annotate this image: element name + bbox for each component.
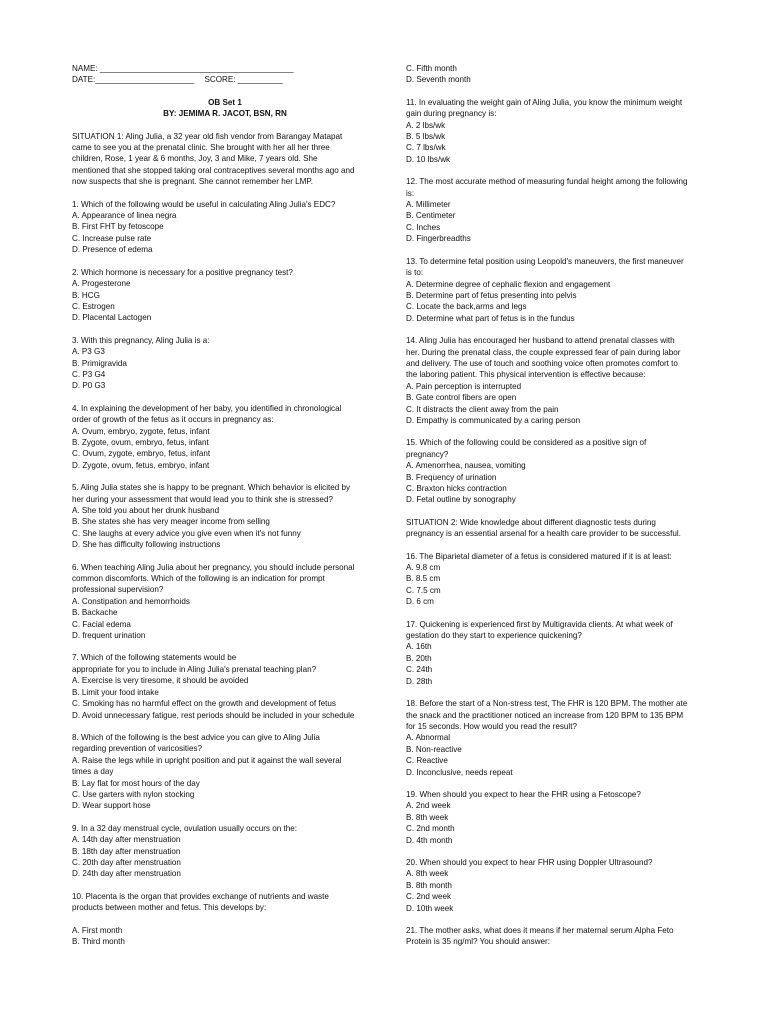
- answer-option: D. Seventh month: [406, 75, 471, 85]
- answer-option: C. 24th: [406, 665, 433, 675]
- answer-option: A. 2nd week: [406, 801, 451, 811]
- question-text: 8. Which of the following is the best advice you can give to Aling Julia: [72, 732, 320, 742]
- question-text: 5. Aling Julia states she is happy to be pregnant. Which behavior is elicited by: [72, 483, 351, 493]
- answer-option: A. She told you about her drunk husband: [72, 506, 220, 515]
- answer-option: A. Millimeter: [406, 200, 451, 210]
- question-text: Protein is 35 ng/ml? You should answer:: [406, 937, 550, 947]
- answer-option: B. Centimeter: [406, 211, 456, 221]
- situation-block: [406, 517, 696, 540]
- answer-option: C. Smoking has no harmful effect on the growth and development of fetus: [72, 699, 336, 709]
- answer-option: A. Constipation and hemorrhoids: [72, 596, 190, 606]
- answer-option: B. 20th: [406, 653, 432, 663]
- answer-option: D. 10 lbs/wk: [406, 154, 451, 164]
- question-text: regarding prevention of varicosities?: [72, 744, 203, 754]
- question-text: 7. Which of the following statements would be: [72, 653, 237, 663]
- answer-option: C. 20th day after menstruation: [72, 857, 181, 867]
- answer-option: C. 2nd week: [406, 892, 451, 902]
- question-block: [406, 437, 696, 505]
- answer-option: D. Fingerbreadths: [406, 234, 471, 244]
- exam-title: OB Set 1: [208, 97, 242, 107]
- question-block: [72, 562, 372, 642]
- answer-option: A. First month: [72, 925, 123, 935]
- answer-option: B. 18th day after menstruation: [72, 846, 181, 856]
- answer-option: B. Third month: [72, 937, 125, 946]
- question-block: [72, 335, 372, 392]
- question-block: [406, 789, 696, 846]
- question-continuation: [406, 63, 696, 86]
- answer-option: A. P3 G3: [72, 347, 105, 357]
- answer-option: D. She has difficulty following instructions: [72, 540, 221, 550]
- answer-option: D. Wear support hose: [72, 801, 151, 811]
- question-block: [72, 199, 372, 256]
- answer-option: A. 16th: [406, 642, 432, 652]
- answer-option: C. Increase pulse rate: [72, 233, 152, 243]
- answer-option: B. Lay flat for most hours of the day: [72, 778, 200, 788]
- left-column: [72, 63, 372, 947]
- question-text: 21. The mother asks, what does it means if her maternal serum Alpha Feto: [406, 926, 674, 935]
- question-text: 15. Which of the following could be considered as a positive sign of: [406, 438, 647, 448]
- answer-option: D. Determine what part of fetus is in the fundus: [406, 313, 575, 323]
- situation-text: came to see you at the prenatal clinic. She brought with her all her three: [72, 143, 330, 153]
- answer-option: times a day: [72, 767, 114, 777]
- situation-text: children, Rose, 1 year & 6 months, Joy, 3 and Mike, 7 years old. She: [72, 154, 318, 164]
- answer-option: A. Progesterone: [72, 279, 131, 289]
- question-text: professional supervision?: [72, 585, 164, 595]
- question-block: [406, 698, 696, 778]
- answer-option: C. Use garters with nylon stocking: [72, 789, 195, 799]
- answer-option: C. Reactive: [406, 756, 448, 766]
- answer-option: B. Non-reactive: [406, 744, 462, 754]
- question-block: [406, 335, 696, 426]
- answer-option: C. 7 lbs/wk: [406, 143, 446, 153]
- question-block: [72, 403, 372, 471]
- situation-text: now suspects that she is pregnant. She cannot remember her LMP.: [72, 177, 313, 187]
- question-text: common discomforts. Which of the following is an indication for prompt: [72, 574, 325, 584]
- answer-option: A. Determine degree of cephalic flexion and engagement: [406, 279, 611, 289]
- question-text: her during your assessment that would lead you to think she is stressed?: [72, 494, 333, 504]
- answer-option: C. She laughs at every advice you give even when it's not funny: [72, 528, 301, 538]
- answer-option: D. Presence of edema: [72, 245, 153, 255]
- answer-option: D. 10th week: [406, 903, 454, 913]
- question-block: [406, 256, 696, 324]
- question-text: appropriate for you to include in Aling Julia's prenatal teaching plan?: [72, 664, 317, 674]
- question-text: the laboring patient. This physical intervention is effective because:: [406, 370, 646, 380]
- right-column: [406, 63, 696, 948]
- question-block: [406, 619, 696, 687]
- answer-option: A. 8th week: [406, 869, 449, 879]
- question-text: 6. When teaching Aling Julia about her pregnancy, you should include personal: [72, 562, 355, 572]
- answer-option: A. Pain perception is interrupted: [406, 381, 522, 391]
- answer-option: B. Limit your food intake: [72, 687, 159, 697]
- answer-option: B. 5 lbs/wk: [406, 132, 446, 142]
- question-text: 9. In a 32 day menstrual cycle, ovulation usually occurs on the:: [72, 823, 297, 833]
- answer-option: B. Gate control fibers are open: [406, 393, 517, 403]
- right-question-list: [406, 63, 696, 948]
- question-text: is to:: [406, 268, 424, 278]
- answer-option: C. 2nd month: [406, 824, 455, 834]
- question-text: 11. In evaluating the weight gain of Aling Julia, you know the minimum weight: [406, 97, 683, 107]
- question-block: [72, 732, 372, 812]
- situation-block: [72, 131, 372, 188]
- question-block: [72, 652, 372, 720]
- answer-option: D. P0 G3: [72, 381, 106, 391]
- question-text: products between mother and fetus. This develops by:: [72, 903, 267, 913]
- answer-option: A. Ovum, embryo, zygote, fetus, infant: [72, 426, 210, 436]
- question-block: [72, 482, 372, 550]
- date-field-label: DATE:______________________: [72, 75, 195, 85]
- name-field-label: NAME: ___________________________________________: [72, 64, 294, 73]
- answer-option: C. Locate the back,arms and legs: [406, 302, 527, 312]
- question-block: [72, 823, 372, 880]
- question-text: 4. In explaining the development of her baby, you identified in chronological: [72, 403, 342, 413]
- question-block: [406, 857, 696, 914]
- answer-option: D. Empathy is communicated by a caring person: [406, 415, 581, 425]
- question-text: 10. Placenta is the organ that provides exchange of nutrients and waste: [72, 891, 329, 901]
- answer-option: A. Amenorrhea, nausea, vomiting: [406, 461, 526, 471]
- question-text: 13. To determine fetal position using Leopold's maneuvers, the first maneuver: [406, 256, 684, 266]
- answer-option: C. Inches: [406, 222, 441, 232]
- question-block: [406, 925, 696, 948]
- question-text: 16. The Biparietal diameter of a fetus is considered matured if it is at least:: [406, 551, 672, 561]
- question-text: and delivery. The use of touch and soothing voice often promotes comfort to: [406, 358, 678, 368]
- answer-option: C. Ovum, zygote, embryo, fetus, infant: [72, 449, 211, 459]
- question-text: for 15 seconds. How would you read the result?: [406, 721, 577, 731]
- question-block: [72, 891, 372, 948]
- question-block: [406, 551, 696, 608]
- question-text: 14. Aling Julia has encouraged her husband to attend prenatal classes with: [406, 336, 675, 346]
- question-text: 2. Which hormone is necessary for a positive pregnancy test?: [72, 267, 293, 277]
- answer-option: B. Primigravida: [72, 358, 127, 368]
- answer-option: C. Braxton hicks contraction: [406, 484, 507, 493]
- question-text: 18. Before the start of a Non-stress test, The FHR is 120 BPM. The mother ate: [406, 699, 688, 709]
- question-text: 20. When should you expect to hear FHR using Doppler Ultrasound?: [406, 857, 653, 867]
- answer-option: A. 9.8 cm: [406, 563, 441, 573]
- situation-text: SITUATION 1: Aling Julia, a 32 year old fish vendor from Barangay Matapat: [72, 131, 343, 141]
- answer-option: C. Facial edema: [72, 619, 131, 629]
- question-text: order of growth of the fetus as it occurs in pregnancy as:: [72, 415, 274, 425]
- exam-author: BY: JEMIMA R. JACOT, BSN, RN: [163, 109, 287, 119]
- answer-option: D. frequent urination: [72, 631, 146, 641]
- question-text: gestation do they start to experience quickening?: [406, 631, 582, 641]
- question-text: gain during pregnancy is:: [406, 109, 497, 119]
- answer-option: B. Backache: [72, 608, 118, 618]
- answer-option: D. Placental Lactogen: [72, 313, 152, 323]
- answer-option: D. Inconclusive, needs repeat: [406, 767, 513, 777]
- answer-option: A. 2 lbs/wk: [406, 120, 446, 130]
- answer-option: D. 24th day after menstruation: [72, 869, 181, 879]
- answer-option: B. 8.5 cm: [406, 574, 441, 584]
- situation-text: SITUATION 2: Wide knowledge about different diagnostic tests during: [406, 517, 656, 527]
- question-text: is:: [406, 188, 415, 198]
- answer-option: B. 8th week: [406, 812, 449, 822]
- question-text: the snack and the practitioner noticed an increase from 120 BPM to 135 BPM: [406, 710, 684, 720]
- question-block: [72, 267, 372, 324]
- answer-option: B. She states she has very meager income from selling: [72, 517, 270, 527]
- answer-option: C. 7.5 cm: [406, 585, 441, 595]
- answer-option: C. It distracts the client away from the pain: [406, 404, 559, 414]
- question-block: [406, 176, 696, 244]
- answer-option: C. Estrogen: [72, 301, 115, 311]
- question-text: 17. Quickening is experienced first by Multigravida clients. At what week of: [406, 619, 673, 629]
- answer-option: A. Abnormal: [406, 733, 451, 743]
- situation-text: mentioned that she stopped taking oral contraceptives several months ago and: [72, 165, 355, 175]
- answer-option: D. 6 cm: [406, 597, 434, 607]
- question-text: 3. With this pregnancy, Aling Julia is a:: [72, 335, 210, 345]
- question-text: 1. Which of the following would be useful in calculating Aling Julia's EDC?: [72, 199, 336, 209]
- answer-option: D. Avoid unnecessary fatigue, rest periods should be included in your schedule: [72, 710, 355, 720]
- answer-option: B. Determine part of fetus presenting into pelvis: [406, 290, 577, 300]
- situation-text: pregnancy is an essential arsenal for a health care provider to be successful.: [406, 529, 681, 539]
- question-text: 19. When should you expect to hear the FHR using a Fetoscope?: [406, 789, 641, 799]
- question-text: pregnancy?: [406, 449, 449, 459]
- answer-option: B. HCG: [72, 290, 100, 300]
- left-question-list: [72, 131, 372, 948]
- date-score-line: [72, 74, 372, 85]
- question-text: her. During the prenatal class, the couple expressed fear of pain during labor: [406, 347, 681, 357]
- answer-option: D. 4th month: [406, 835, 453, 845]
- answer-option: C. P3 G4: [72, 369, 106, 379]
- answer-option: A. Raise the legs while in upright position and put it against the wall several: [72, 755, 342, 765]
- answer-option: B. 8th month: [406, 880, 452, 890]
- answer-option: B. Zygote, ovum, embryo, fetus, infant: [72, 437, 209, 447]
- answer-option: B. Frequency of urination: [406, 472, 497, 482]
- answer-option: A. Exercise is very tiresome, it should be avoided: [72, 676, 249, 686]
- question-text: 12. The most accurate method of measuring fundal height among the following: [406, 177, 688, 187]
- answer-option: A. 14th day after menstruation: [72, 835, 181, 845]
- answer-option: C. Fifth month: [406, 64, 457, 73]
- answer-option: D. Fetal outline by sonography: [406, 495, 516, 505]
- answer-option: D. 28th: [406, 676, 433, 686]
- answer-option: A. Appearance of linea negra: [72, 211, 177, 221]
- score-field-label: SCORE: __________: [204, 75, 283, 85]
- question-block: [406, 97, 696, 165]
- answer-option: B. First FHT by fetoscope: [72, 222, 164, 232]
- answer-option: D. Zygote, ovum, fetus, embryo, infant: [72, 460, 210, 470]
